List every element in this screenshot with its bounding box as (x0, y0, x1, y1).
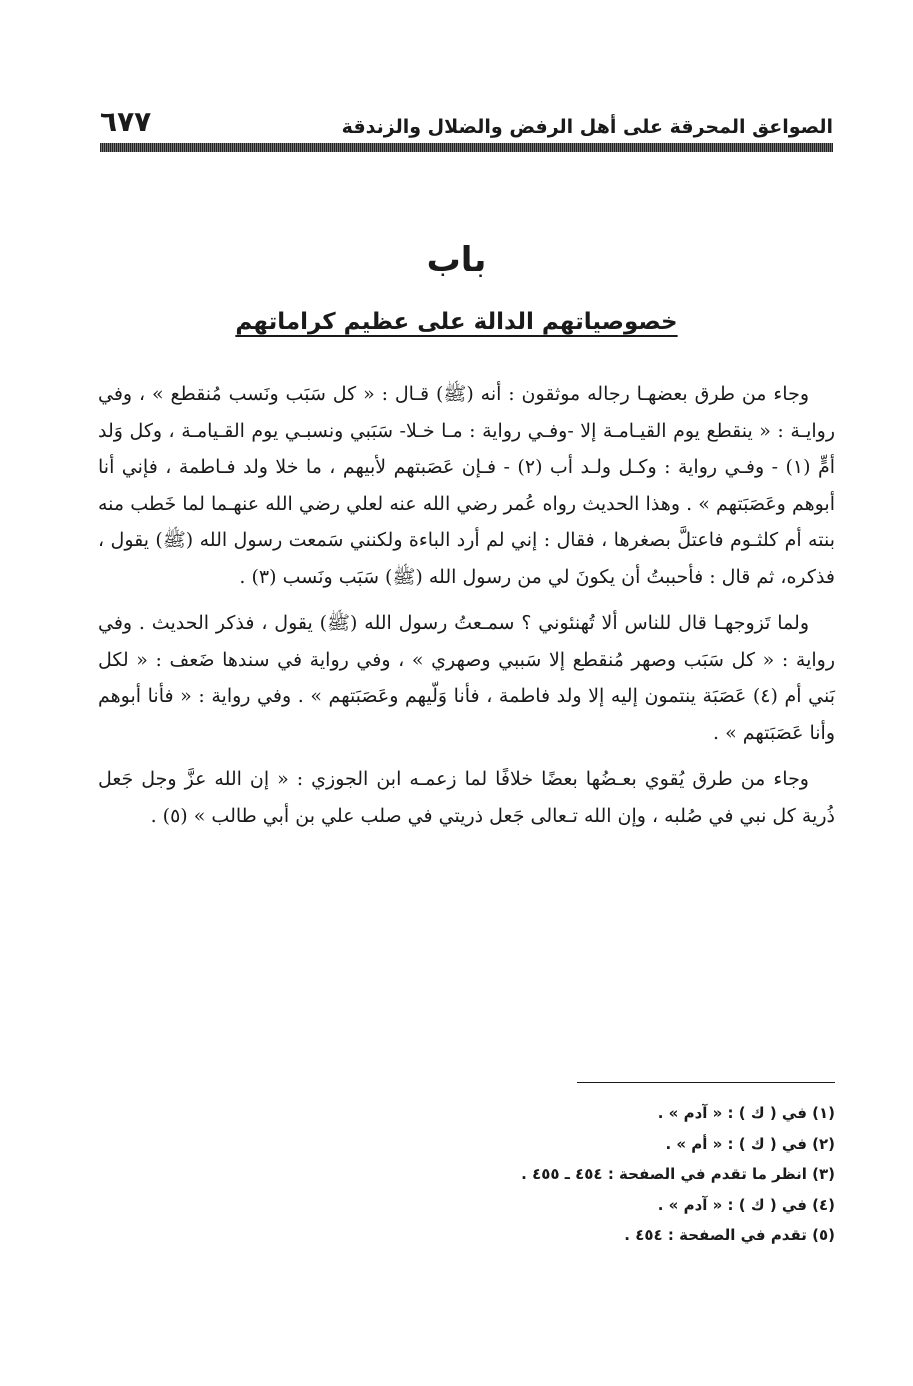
chapter-label: باب (426, 240, 487, 280)
header-rule (100, 143, 833, 152)
footnote: (٢) في ( ك ) : « أم » . (665, 1134, 835, 1153)
footnotes (300, 1098, 835, 1251)
paragraph: وجاء من طرق بعضهـا رجاله موثقون : أنه (ﷺ) قـال : « كل سَبَب ونَسب مُنقطع » ، وفي روايـة : « ينقطع يوم القيـامـة إلا -وفـي رواية : مـا خـلا- سَبَبي ونسبـي يوم القـيامـة ، وكل وَلد أمٍّ (١) - وفـي رواية : وكـل ولـد أب (٢) - فـإن عَصَبتهم لأبيهم ، ما خلا ولد فـاطمة ، فإني أنا أبوهم وعَصَبَتهم » . وهذا الحديث رواه عُمر رضي الله عنه لعلي رضي الله عنهـما لما خَطب منه بنته أم كلثـوم فاعتلَّ بصغرها ، فقال : إني لم أرد الباءة ولكنني سَمعت رسول الله (ﷺ) يقول ، فذكره، ثم قال : فأحببتُ أن يكونَ لي من رسول الله (ﷺ) سَبَب ونَسب (٣) . (98, 383, 835, 588)
footnote: (٤) في ( ك ) : « آدم » . (657, 1195, 835, 1214)
footnote: (٥) تقدم في الصفحة : ٤٥٤ . (624, 1226, 835, 1244)
footnote: (٣) انظر ما تقدم في الصفحة : ٤٥٤ ـ ٤٥٥ . (521, 1165, 835, 1183)
page-number: ٦٧٧ (100, 105, 152, 138)
footnote-divider (577, 1082, 835, 1083)
paragraph: وجاء من طرق يُقوي بعـضُها بعضًا خلافًا لما زعمـه ابن الجوزي : « إن الله عزَّ وجل جَعل ذُرية كل نبي في صُلبه ، وإن الله تـعالى جَعل ذريتي في صلب علي بن أبي طالب » (٥) . (98, 768, 835, 827)
book-title: الصواعق المحرقة على أهل الرفض والضلال والزندقة (341, 116, 833, 138)
running-header (100, 98, 833, 138)
chapter-title: خصوصياتهم الدالة على عظيم كراماتهم (235, 309, 678, 335)
paragraph: ولما تَزوجهـا قال للناس ألا تُهنئوني ؟ سمـعتُ رسول الله (ﷺ) يقول ، فذكر الحديث . وفي رواية : « كل سَبَب وصهر مُنقطع إلا سَببي وصهري » ، وفي رواية في سندها ضَعف : « لكل بَني أم (٤) عَصَبَة ينتمون إليه إلا ولد فاطمة ، فأنا وَلّيهم وعَصَبَتهم » . وفي رواية : « فأنا أبوهم وأنا عَصَبَتهم » . (98, 612, 835, 744)
body-text (98, 376, 835, 844)
footnote: (١) في ( ك ) : « آدم » . (657, 1104, 835, 1122)
